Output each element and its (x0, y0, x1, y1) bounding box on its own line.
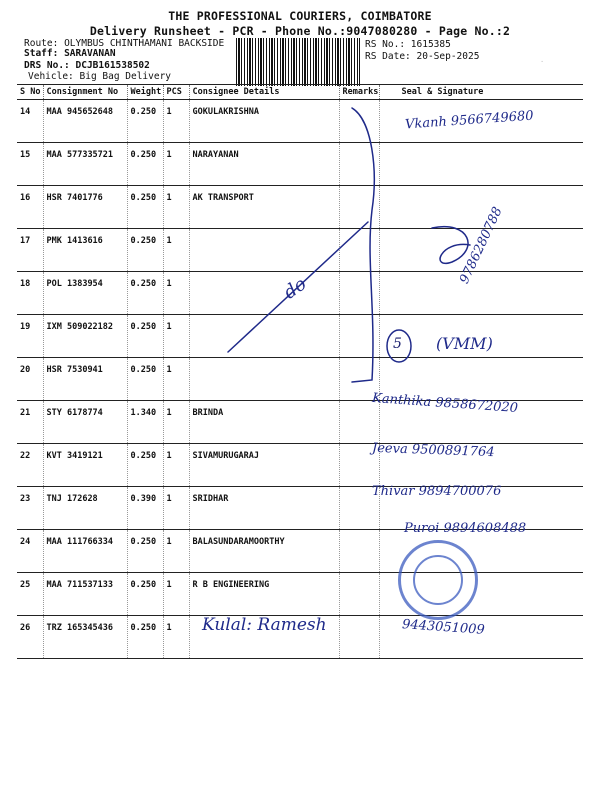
cell-pcs: 1 (163, 573, 189, 616)
cell-weight: 0.250 (127, 315, 163, 358)
cell-pcs: 1 (163, 186, 189, 229)
cell-sno: 20 (17, 358, 43, 401)
cell-consignment: IXM 509022182 (43, 315, 127, 358)
drs-value: DCJB161538502 (75, 60, 150, 71)
cell-consignee: AK TRANSPORT (189, 186, 339, 229)
cell-sno: 18 (17, 272, 43, 315)
col-weight: Weight (127, 85, 163, 100)
cell-weight: 0.250 (127, 143, 163, 186)
rs-date-label: RS Date: (365, 51, 411, 62)
cell-sno: 21 (17, 401, 43, 444)
route-value: OLYMBUS CHINTHAMANI BACKSIDE (64, 38, 225, 49)
cell-pcs: 1 (163, 143, 189, 186)
cell-consignment: MAA 577335721 (43, 143, 127, 186)
rs-no-label: RS No.: (365, 39, 406, 50)
cell-pcs: 1 (163, 272, 189, 315)
cell-weight: 0.250 (127, 100, 163, 143)
col-consignment: Consignment No (43, 85, 127, 100)
cell-pcs: 1 (163, 229, 189, 272)
cell-consignment: KVT 3419121 (43, 444, 127, 487)
cell-sno: 16 (17, 186, 43, 229)
col-consignee: Consignee Details (189, 85, 339, 100)
cell-pcs: 1 (163, 315, 189, 358)
cell-consignee: NARAYANAN (189, 143, 339, 186)
cell-consignee: BRINDA (189, 401, 339, 444)
sig-row24: Puroi 9894608488 (404, 521, 527, 536)
vertical-number: 9786280788 (457, 204, 506, 287)
cell-sno: 23 (17, 487, 43, 530)
cell-pcs: 1 (163, 616, 189, 659)
cell-consignment: HSR 7401776 (43, 186, 127, 229)
cell-consignee: SRIDHAR (189, 487, 339, 530)
cell-consignment: MAA 945652648 (43, 100, 127, 143)
sig-row26-name: Kulal: Ramesh (202, 615, 327, 635)
sig-row26-number: 9443051009 (401, 617, 486, 638)
cell-weight: 1.340 (127, 401, 163, 444)
cell-sno: 22 (17, 444, 43, 487)
cell-consignee: GOKULAKRISHNA (189, 100, 339, 143)
staff-label: Staff: (24, 48, 59, 59)
sig-row23: Thivar 9894700076 (372, 484, 502, 499)
col-seal-signature: Seal & Signature (379, 85, 583, 100)
cell-consignee: BALASUNDARAMOORTHY (189, 530, 339, 573)
cell-weight: 0.250 (127, 186, 163, 229)
cell-weight: 0.250 (127, 229, 163, 272)
staff-value: SARAVANAN (64, 48, 116, 59)
cell-weight: 0.250 (127, 530, 163, 573)
remarks-bracket-stroke (352, 108, 374, 382)
cell-weight: 0.250 (127, 616, 163, 659)
company-stamp (398, 540, 478, 620)
sig-row21: Kanthika 9858672020 (371, 390, 519, 417)
cell-pcs: 1 (163, 444, 189, 487)
cell-pcs: 1 (163, 100, 189, 143)
cell-sno: 26 (17, 616, 43, 659)
cell-weight: 0.390 (127, 487, 163, 530)
cell-pcs: 1 (163, 487, 189, 530)
col-pcs: PCS (163, 85, 189, 100)
runsheet-subtitle: Delivery Runsheet - PCR - Phone No.:9047080280 - Page No.:2 (89, 24, 511, 38)
company-title: THE PROFESSIONAL COURIERS, COIMBATORE (168, 9, 432, 23)
cell-pcs: 1 (163, 358, 189, 401)
route-label: Route: (24, 38, 59, 49)
sig-row22: Jeeva 9500891764 (371, 440, 495, 461)
cell-sno: 15 (17, 143, 43, 186)
cell-consignment: MAA 711537133 (43, 573, 127, 616)
cell-weight: 0.250 (127, 573, 163, 616)
company-stamp-inner (413, 555, 463, 605)
cell-consignment: HSR 7530941 (43, 358, 127, 401)
cell-sno: 25 (17, 573, 43, 616)
cell-weight: 0.250 (127, 444, 163, 487)
cell-consignee: SIVAMURUGARAJ (189, 444, 339, 487)
cell-weight: 0.250 (127, 272, 163, 315)
cell-sno: 14 (17, 100, 43, 143)
cell-consignment: TNJ 172628 (43, 487, 127, 530)
cell-consignment: POL 1383954 (43, 272, 127, 315)
circled-number: 5 (393, 336, 402, 352)
ditto-mark: do (279, 273, 311, 304)
cell-consignment: TRZ 165345436 (43, 616, 127, 659)
drs-label: DRS No.: (24, 60, 70, 71)
col-sno: S No (17, 85, 43, 100)
cell-consignment: MAA 111766334 (43, 530, 127, 573)
cell-pcs: 1 (163, 401, 189, 444)
cell-consignment: PMK 1413616 (43, 229, 127, 272)
cell-sno: 19 (17, 315, 43, 358)
swirl-stroke (432, 227, 470, 264)
cell-consignment: STY 6178774 (43, 401, 127, 444)
col-remarks: Remarks (339, 85, 379, 100)
vehicle-value: Big Bag Delivery (79, 71, 172, 82)
cell-pcs: 1 (163, 530, 189, 573)
rs-date-value: 20-Sep-2025 (416, 51, 480, 62)
cell-sno: 17 (17, 229, 43, 272)
rs-no-value: 1615385 (410, 39, 451, 50)
corner-mark: · (540, 58, 545, 66)
cell-weight: 0.250 (127, 358, 163, 401)
vehicle-label: Vehicle: (28, 71, 74, 82)
sig-row14: Vkanh 9566749680 (404, 108, 534, 133)
cell-consignee: R B ENGINEERING (189, 573, 339, 616)
cell-sno: 24 (17, 530, 43, 573)
vmm-text: (VMM) (436, 334, 493, 353)
